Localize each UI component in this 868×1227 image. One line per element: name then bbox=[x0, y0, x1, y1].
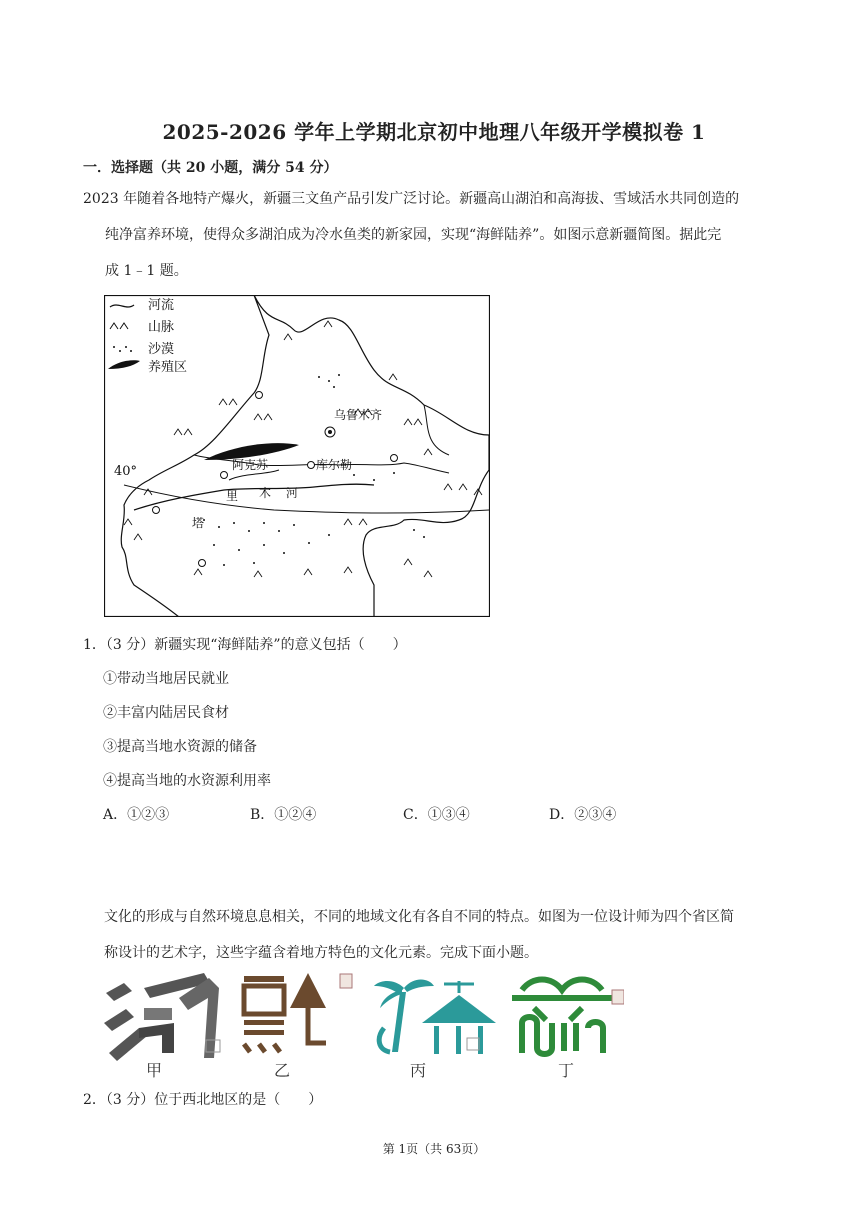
city-aksu: 阿克苏 bbox=[232, 458, 269, 472]
glyph-bing bbox=[374, 980, 496, 1055]
question-1-stem: 1．（3 分）新疆实现“海鲜陆养”的意义包括（ ） bbox=[83, 637, 407, 653]
legend-mountain: 山脉 bbox=[148, 320, 175, 335]
option-b[interactable]: B．①②④ bbox=[250, 807, 317, 823]
glyph-label-jia: 甲 bbox=[146, 1061, 163, 1080]
intro-paragraph-1 bbox=[83, 181, 791, 289]
glyph-label-ding: 丁 bbox=[558, 1061, 575, 1080]
city-urumqi: 乌鲁木齐 bbox=[334, 408, 383, 422]
glyph-label-yi: 乙 bbox=[274, 1061, 291, 1080]
option-c[interactable]: C．①③④ bbox=[403, 807, 470, 823]
intro2-line2: 称设计的艺术字，这些字蕴含着地方特色的文化元素。完成下面小题。 bbox=[104, 945, 538, 961]
river-label-1: 里 bbox=[226, 489, 239, 503]
question-2-stem: 2．（3 分）位于西北地区的是（ ） bbox=[83, 1092, 323, 1108]
q1-item-2: ②丰富内陆居民食材 bbox=[103, 705, 229, 721]
q1-item-1: ①带动当地居民就业 bbox=[103, 671, 229, 687]
city-korla: 库尔勒 bbox=[316, 458, 353, 472]
page-title: 2025-2026 学年上学期北京初中地理八年级开学模拟卷 1 bbox=[162, 120, 706, 144]
basin-label: 塔 bbox=[192, 516, 205, 530]
intro1-line2: 纯净富养环境，使得众多湖泊成为冷水鱼类的新家园，实现“海鲜陆养”。如图示意新疆简图。据此完 bbox=[105, 227, 722, 243]
glyph-ding bbox=[512, 980, 612, 1055]
page-footer: 第 1页（共 63页） bbox=[382, 1142, 486, 1156]
q1-item-4: ④提高当地的水资源利用率 bbox=[103, 773, 271, 789]
q1-item-3: ③提高当地水资源的储备 bbox=[103, 739, 257, 755]
latitude-label: 40° bbox=[114, 464, 138, 479]
legend-river: 河流 bbox=[148, 298, 175, 313]
artistic-characters-image bbox=[104, 968, 624, 1080]
xinjiang-map bbox=[104, 295, 490, 617]
legend-desert: 沙漠 bbox=[148, 342, 175, 357]
river-label-3: 河 bbox=[286, 486, 299, 500]
glyph-yi bbox=[244, 973, 326, 1052]
intro-paragraph-2 bbox=[104, 899, 794, 971]
river-label-2: 木 bbox=[259, 486, 272, 500]
option-d[interactable]: D．②③④ bbox=[549, 807, 617, 823]
section-heading: 一．选择题（共 20 小题，满分 54 分） bbox=[83, 160, 338, 176]
glyph-label-bing: 丙 bbox=[410, 1061, 427, 1080]
intro1-line3: 成 1﹣1 题。 bbox=[105, 263, 188, 279]
intro1-line1: 2023 年随着各地特产爆火，新疆三文鱼产品引发广泛讨论。新疆高山湖泊和高海拔、雪域活水共同创造的 bbox=[83, 191, 740, 207]
intro2-line1: 文化的形成与自然环境息息相关，不同的地域文化有各自不同的特点。如图为一位设计师为四个省区简 bbox=[104, 909, 734, 925]
glyph-jia bbox=[104, 973, 219, 1061]
legend-breeding: 养殖区 bbox=[148, 360, 188, 375]
option-a[interactable]: A．①②③ bbox=[103, 807, 170, 823]
